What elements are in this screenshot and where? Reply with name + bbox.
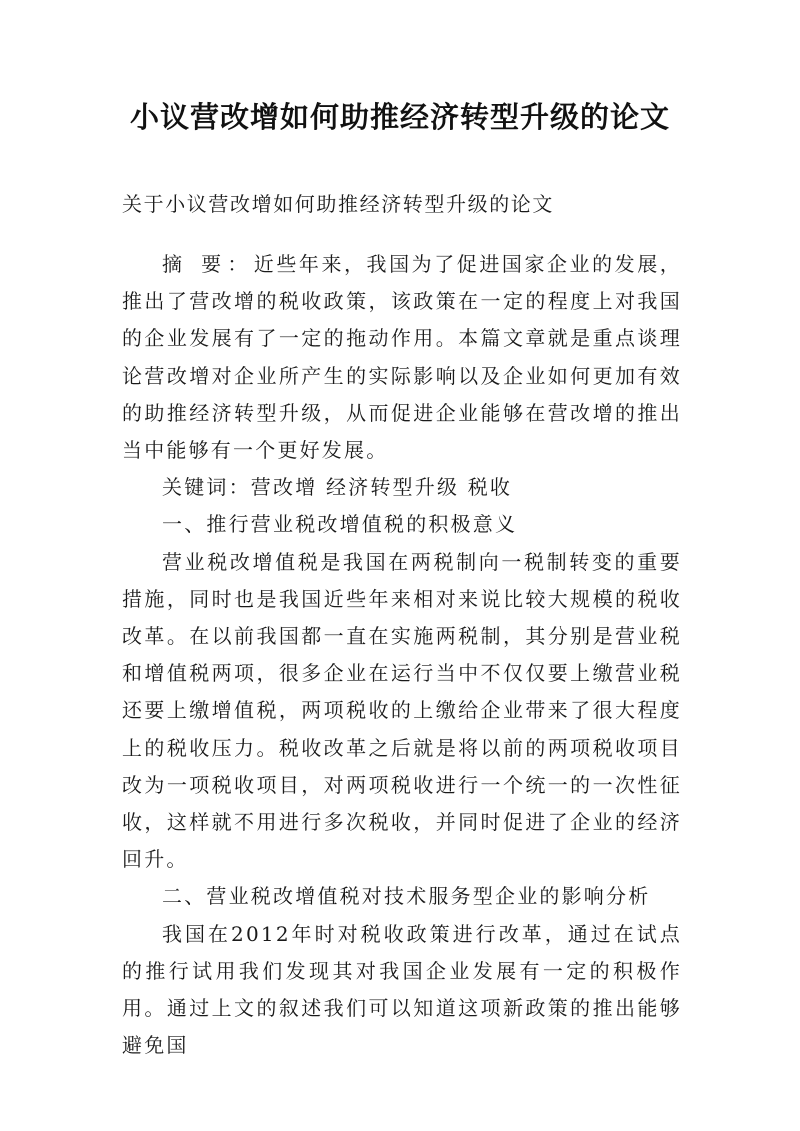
section-paragraph-1: 营业税改增值税是我国在两税制向一税制转变的重要措施，同时也是我国近些年来相对来说比较大规模的税收改革。在以前我国都一直在实施两税制，其分别是营业税和增值税两项，很多企业在运行当中不仅仅要上缴营业税还要上缴增值税，两项税收的上缴给企业带来了很大程度上的税收压力。税收改革之后就是将以前的两项税收项目改为一项税收项目，对两项税收进行一个统一的一次性征收，这样就不用进行多次税收，并同时促进了企业的经济回升。: [122, 549, 682, 872]
document-title: 小议营改增如何助推经济转型升级的论文: [129, 100, 670, 134]
section-heading-2: 二、营业税改增值税对技术服务型企业的影响分析: [162, 884, 651, 909]
document-body: [122, 246, 682, 1064]
section-heading-1: 一、推行营业税改增值税的积极意义: [162, 512, 518, 537]
abstract-paragraph: [122, 246, 682, 469]
section-paragraph-2: 我国在2012年时对税收政策进行改革，通过在试点的推行试用我们发现其对我国企业发展有一定的积极作用。通过上文的叙述我们可以知道这项新政策的推出能够避免国: [122, 921, 682, 1058]
document-subtitle: 关于小议营改增如何助推经济转型升级的论文: [122, 192, 554, 216]
abstract-text: 近些年来，我国为了促进国家企业的发展，推出了营改增的税收政策，该政策在一定的程度上对我国的企业发展有了一定的拖动作用。本篇文章就是重点谈理论营改增对企业所产生的实际影响以及企业如何更加有效的助推经济转型升级，从而促进企业能够在营改增的推出当中能够有一个更好发展。: [122, 252, 682, 463]
keywords-line: 关键词：营改增 经济转型升级 税收: [162, 475, 513, 500]
abstract-label: 摘 要：: [162, 252, 254, 276]
